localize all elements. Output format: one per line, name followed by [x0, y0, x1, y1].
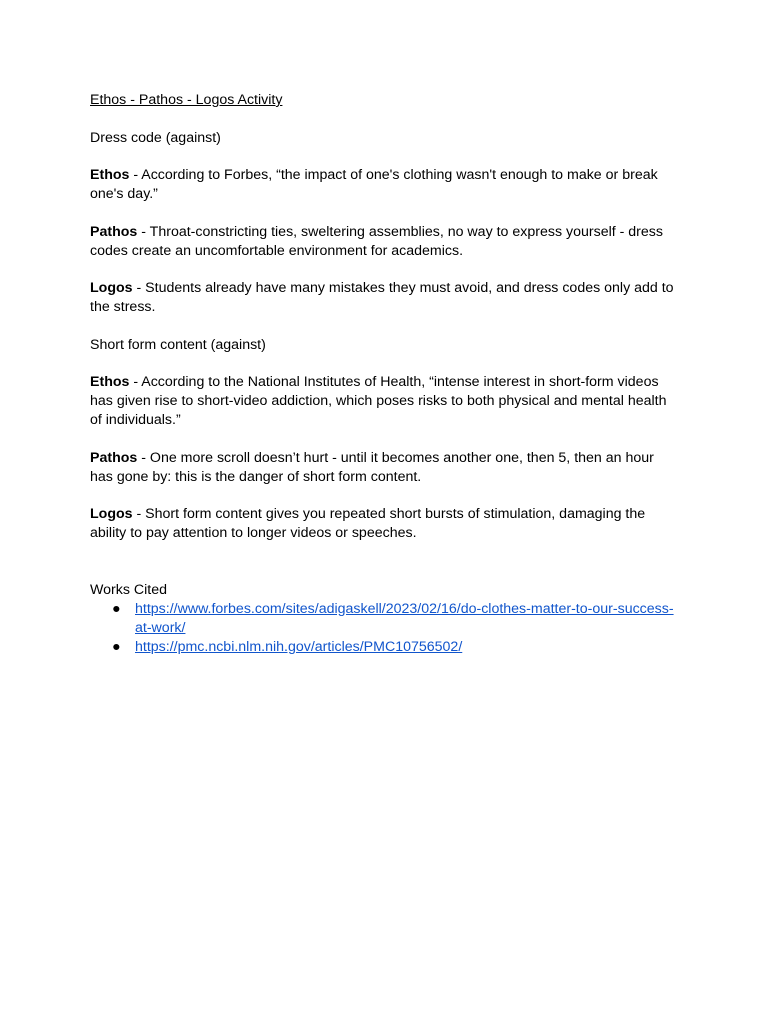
ethos-text: - According to the National Institutes of Health, “intense interest in short-form videos has given rise to short-video addiction, which poses risks to both physical and mental health of individuals.”: [90, 374, 667, 428]
logos-term: Logos: [90, 506, 133, 522]
ethos-term: Ethos: [90, 374, 130, 390]
bullet-icon: ●: [112, 600, 121, 617]
works-cited-list: [90, 600, 680, 657]
pathos-term: Pathos: [90, 223, 138, 240]
logos-text: - Students already have many mistakes they must avoid, and dress codes only add to the stress.: [90, 280, 674, 315]
pathos-term: Pathos: [90, 449, 138, 466]
logos-term: Logos: [90, 280, 133, 296]
dress-code-ethos-paragraph: [90, 166, 680, 204]
nih-citation-link[interactable]: https://pmc.ncbi.nlm.nih.gov/articles/PMC10756502/: [135, 638, 463, 655]
ethos-term: Ethos: [90, 167, 130, 183]
document-title: Ethos - Pathos - Logos Activity: [90, 92, 283, 108]
dress-code-pathos-paragraph: [90, 223, 680, 261]
ethos-text: - According to Forbes, “the impact of one's clothing wasn't enough to make or break one's day.”: [90, 167, 658, 202]
forbes-citation-link[interactable]: https://www.forbes.com/sites/adigaskell/2023/02/16/do-clothes-matter-to-our-success-at-work/: [135, 600, 674, 636]
bullet-icon: ●: [112, 638, 121, 655]
short-form-ethos-paragraph: [90, 373, 680, 430]
section-heading-dress-code: Dress code (against): [90, 129, 221, 146]
list-item: [90, 638, 680, 657]
section-heading-short-form: Short form content (against): [90, 336, 266, 353]
works-cited-heading: Works Cited: [90, 581, 167, 598]
short-form-pathos-paragraph: [90, 449, 680, 487]
dress-code-logos-paragraph: [90, 279, 680, 317]
document-page: [90, 91, 680, 657]
list-item: [90, 600, 680, 638]
blank-line: [90, 562, 680, 581]
pathos-text: - One more scroll doesn’t hurt - until it becomes another one, then 5, then an hour has gone by: this is the danger of short form content.: [90, 449, 654, 485]
pathos-text: - Throat-constricting ties, sweltering assemblies, no way to express yourself - dress codes create an uncomfortable environment for academics.: [90, 223, 663, 259]
short-form-logos-paragraph: [90, 505, 680, 543]
logos-text: - Short form content gives you repeated short bursts of stimulation, damaging the ability to pay attention to longer videos or speeches.: [90, 506, 646, 541]
